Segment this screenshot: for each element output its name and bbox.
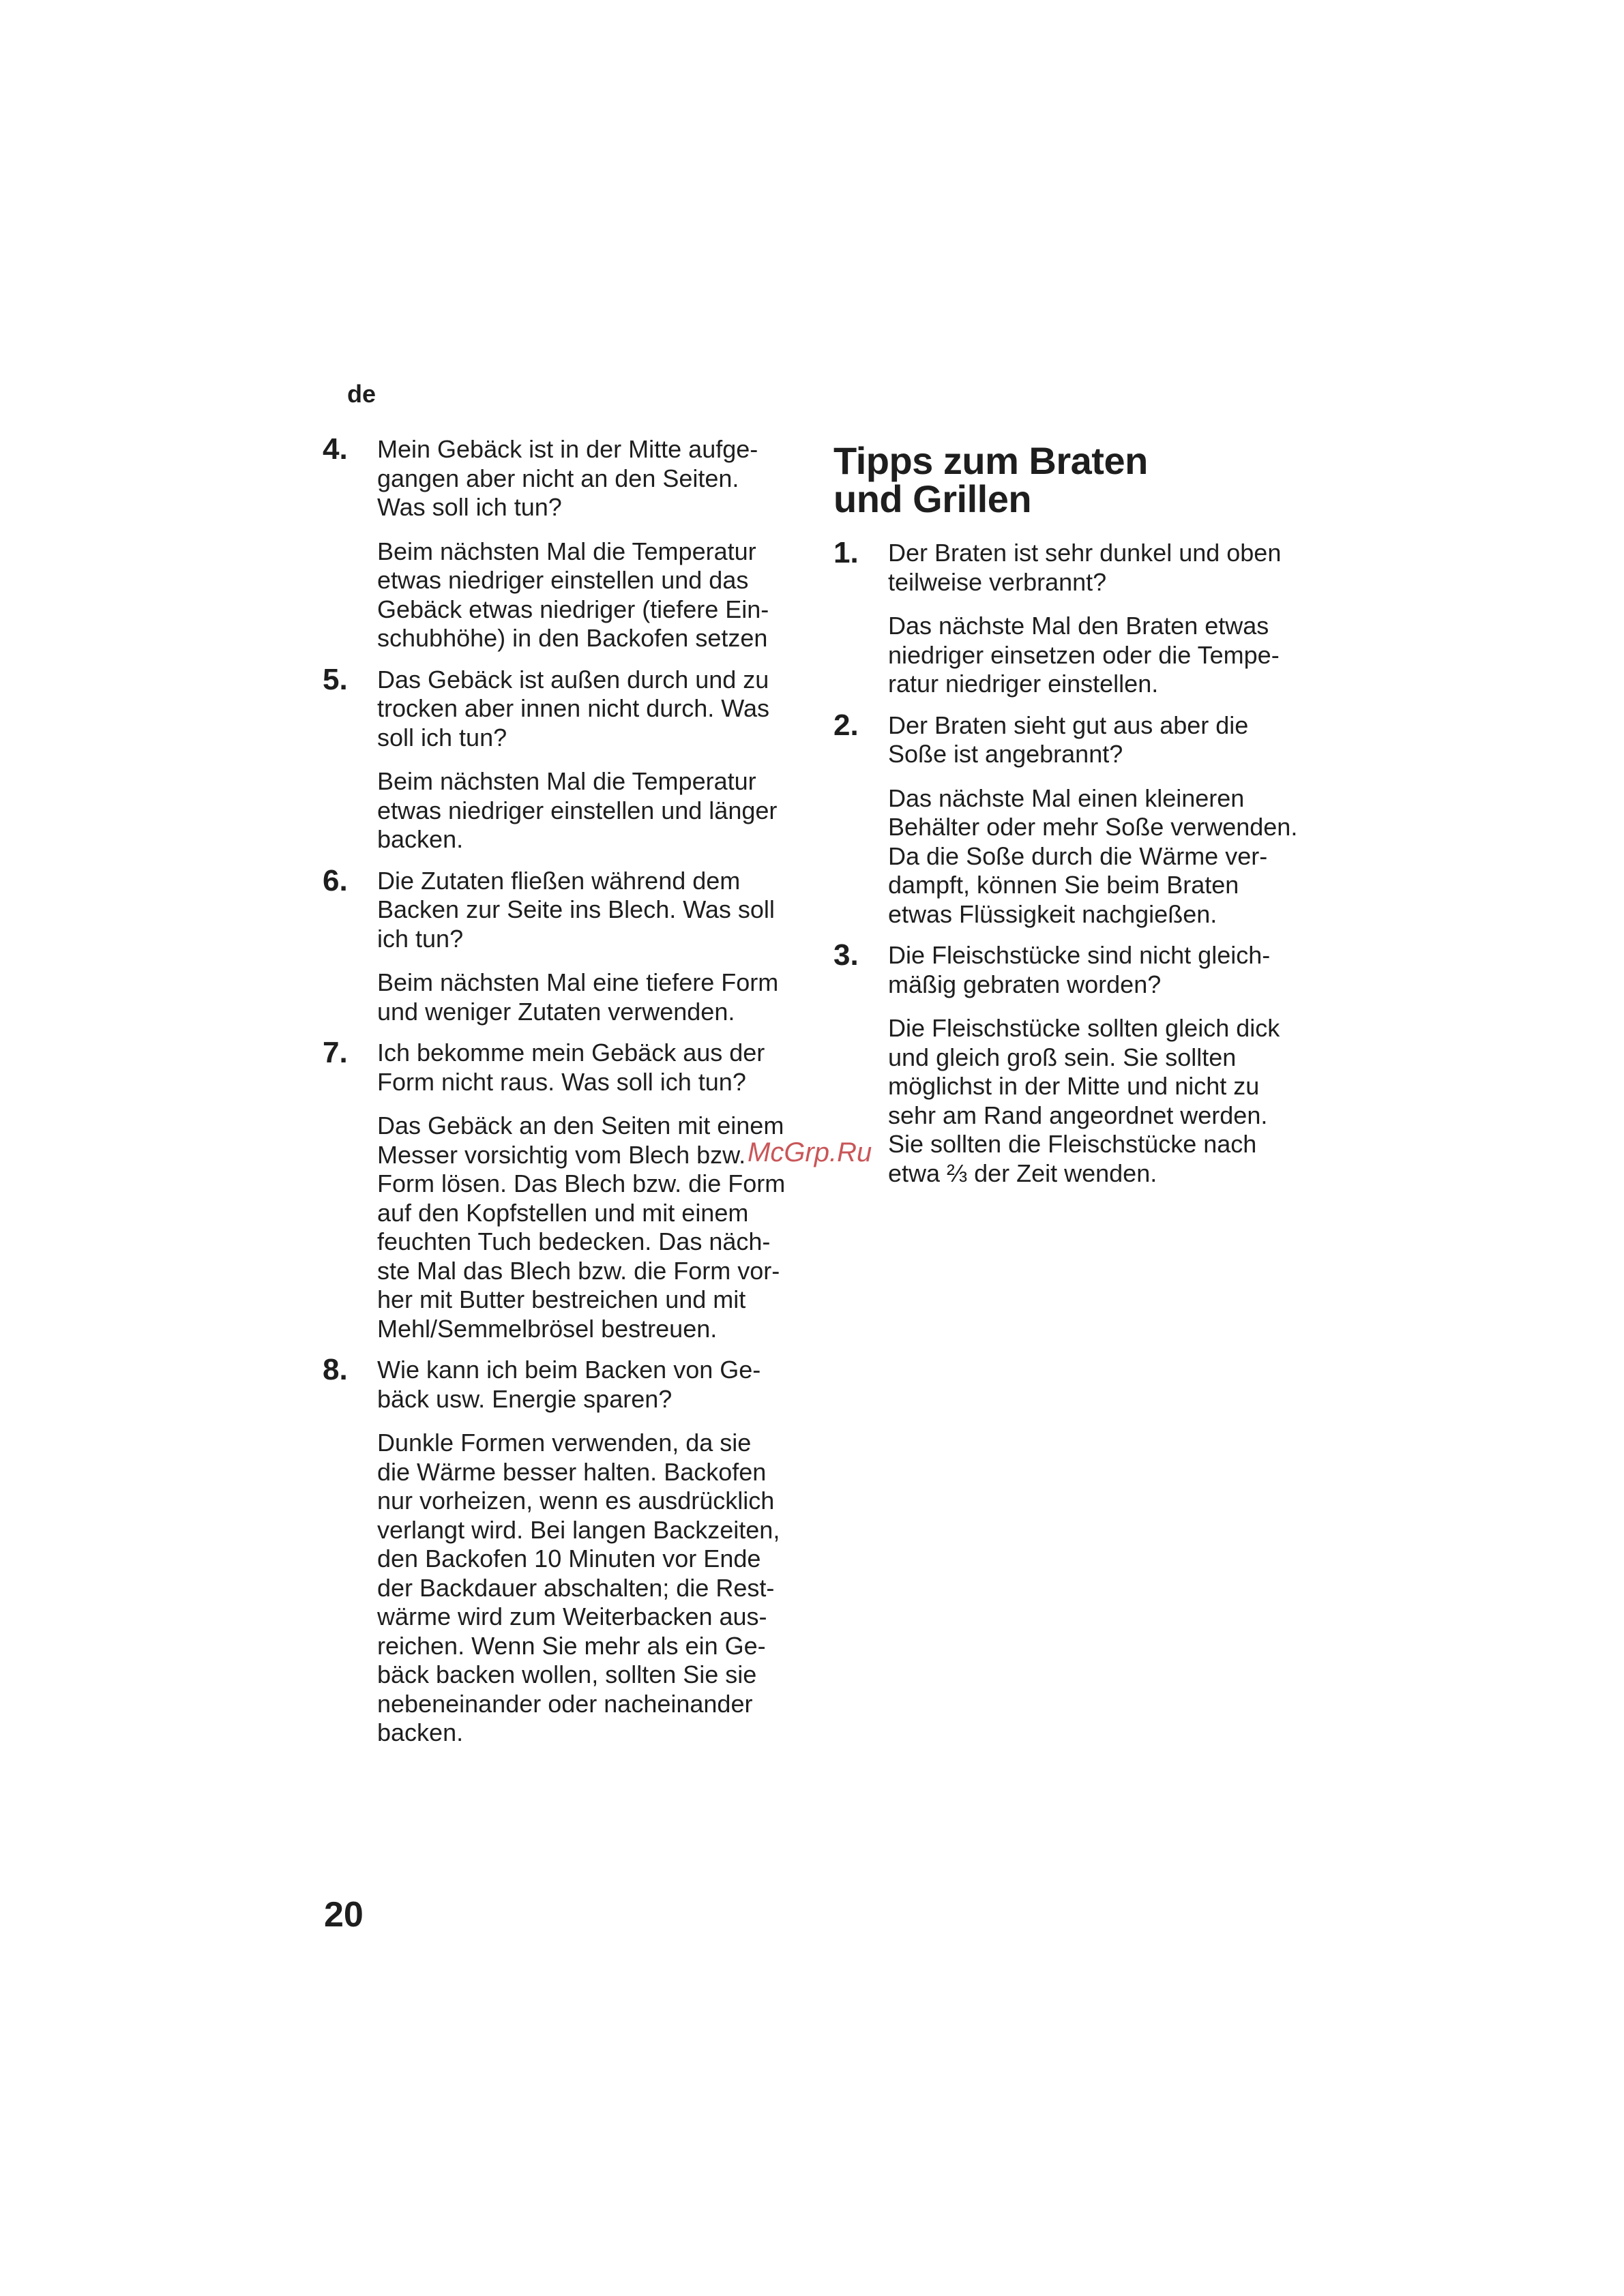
faq-item [833,708,1338,929]
question-line: Die Fleischstücke sind nicht gleich- [888,941,1271,969]
answer-line: Mehl/Semmelbrösel bestreuen. [377,1314,718,1343]
answer-line: der Backdauer abschalten; die Rest- [377,1573,775,1602]
language-tag: de [347,380,377,408]
question-text [377,1356,814,1414]
answer-line: und gleich groß sein. Sie sollten [888,1043,1237,1071]
question-line: Was soll ich tun? [377,493,562,521]
answer-line: Beim nächsten Mal eine tiefere Form [377,968,779,996]
answer-line: Das Gebäck an den Seiten mit einem [377,1112,784,1139]
answer-line: her mit Butter bestreichen und mit [377,1285,746,1313]
item-number: 7. [323,1036,348,1069]
question-text [377,867,814,954]
answer-line: Gebäck etwas niedriger (tiefere Ein- [377,595,769,623]
question-line: Soße ist angebrannt? [888,740,1123,768]
question-line: Backen zur Seite ins Blech. Was soll [377,895,775,923]
answer-line: verlangt wird. Bei langen Backzeiten, [377,1515,780,1544]
answer-line: feuchten Tuch bedecken. Das näch- [377,1227,771,1255]
answer-line: ste Mal das Blech bzw. die Form vor- [377,1256,780,1285]
right-item-list [833,536,1338,1188]
question-line: Der Braten ist sehr dunkel und oben [888,539,1282,567]
faq-item [833,938,1338,1188]
item-number: 8. [323,1353,348,1386]
question-line: teilweise verbrannt? [888,567,1107,596]
question-text [377,435,814,522]
answer-line: etwas niedriger einstellen und länger [377,796,778,824]
question-line: soll ich tun? [377,723,507,751]
question-line: trocken aber innen nicht durch. Was [377,694,769,722]
answer-text [888,1014,1338,1188]
item-number: 6. [323,863,348,897]
answer-line: Messer vorsichtig vom Blech bzw. [377,1140,746,1169]
faq-item [833,536,1338,699]
watermark: McGrp.Ru [748,1137,872,1167]
answer-line: backen. [377,1718,464,1746]
answer-line: reichen. Wenn Sie mehr als ein Ge- [377,1631,766,1660]
question-text [888,711,1338,769]
faq-item [323,863,814,1027]
answer-line: nur vorheizen, wenn es ausdrücklich [377,1487,775,1515]
answer-text [888,612,1338,699]
answer-line: Dunkle Formen verwenden, da sie [377,1429,752,1457]
faq-item [323,432,814,653]
question-line: Das Gebäck ist außen durch und zu [377,665,769,694]
question-line: bäck usw. Energie sparen? [377,1384,673,1413]
question-text [888,941,1338,999]
answer-line: Die Fleischstücke sollten gleich dick [888,1014,1280,1042]
answer-line: den Backofen 10 Minuten vor Ende [377,1545,761,1572]
answer-line: Beim nächsten Mal die Temperatur [377,767,756,795]
question-line: mäßig gebraten worden? [888,970,1162,998]
section-heading [833,439,1338,520]
answer-line: Beim nächsten Mal die Temperatur [377,537,756,565]
answer-text [888,784,1338,929]
answer-line: die Wärme besser halten. Backofen [377,1457,767,1486]
question-line: gangen aber nicht an den Seiten. [377,464,739,492]
answer-line: Da die Soße durch die Wärme ver- [888,841,1268,870]
answer-line: niedriger einsetzen oder die Tempe- [888,640,1280,669]
answer-text [377,767,814,854]
item-number: 2. [833,708,859,742]
faq-item [323,1353,814,1748]
answer-line: etwa ⅔ der Zeit wenden. [888,1159,1157,1187]
right-column [833,435,1338,1200]
question-text [888,539,1338,597]
answer-text [377,537,814,653]
answer-line: ratur niedriger einstellen. [888,670,1159,698]
answer-line: Sie sollten die Fleischstücke nach [888,1130,1257,1158]
answer-line: auf den Kopfstellen und mit einem [377,1198,749,1227]
answer-line: Form lösen. Das Blech bzw. die Form [377,1169,786,1197]
answer-line: Behälter oder mehr Soße verwenden. [888,813,1298,841]
answer-line: schubhöhe) in den Backofen setzen [377,624,768,652]
answer-line: dampft, können Sie beim Braten [888,871,1239,899]
item-number: 4. [323,432,348,466]
answer-line: etwas niedriger einstellen und das [377,566,749,594]
left-column [323,432,814,1760]
answer-line: sehr am Rand angeordnet werden. [888,1101,1268,1129]
page-number: 20 [324,1895,364,1935]
question-line: Ich bekomme mein Gebäck aus der [377,1039,765,1067]
item-number: 3. [833,938,859,972]
question-line: Die Zutaten fließen während dem [377,866,741,895]
answer-line: und weniger Zutaten verwenden. [377,997,735,1026]
heading-line: und Grillen [833,477,1032,520]
question-line: Form nicht raus. Was soll ich tun? [377,1067,746,1096]
answer-line: etwas Flüssigkeit nachgießen. [888,899,1217,928]
answer-text [377,968,814,1026]
question-line: Der Braten sieht gut aus aber die [888,711,1249,739]
question-text [377,1039,814,1097]
answer-line: backen. [377,825,464,853]
answer-line: Das nächste Mal einen kleineren [888,784,1245,812]
faq-item [323,1036,814,1343]
question-line: ich tun? [377,924,464,953]
question-line: Wie kann ich beim Backen von Ge- [377,1356,761,1384]
answer-line: möglichst in der Mitte und nicht zu [888,1072,1260,1100]
question-line: Mein Gebäck ist in der Mitte aufge- [377,435,758,463]
answer-line: nebeneinander oder nacheinander [377,1689,753,1718]
faq-item [323,662,814,854]
item-number: 1. [833,536,859,569]
answer-line: Das nächste Mal den Braten etwas [888,612,1269,640]
answer-text [377,1429,814,1748]
item-number: 5. [323,662,348,696]
answer-line: wärme wird zum Weiterbacken aus- [377,1602,767,1630]
answer-line: bäck backen wollen, sollten Sie sie [377,1660,757,1688]
heading-line: Tipps zum Braten [833,439,1148,482]
question-text [377,666,814,753]
